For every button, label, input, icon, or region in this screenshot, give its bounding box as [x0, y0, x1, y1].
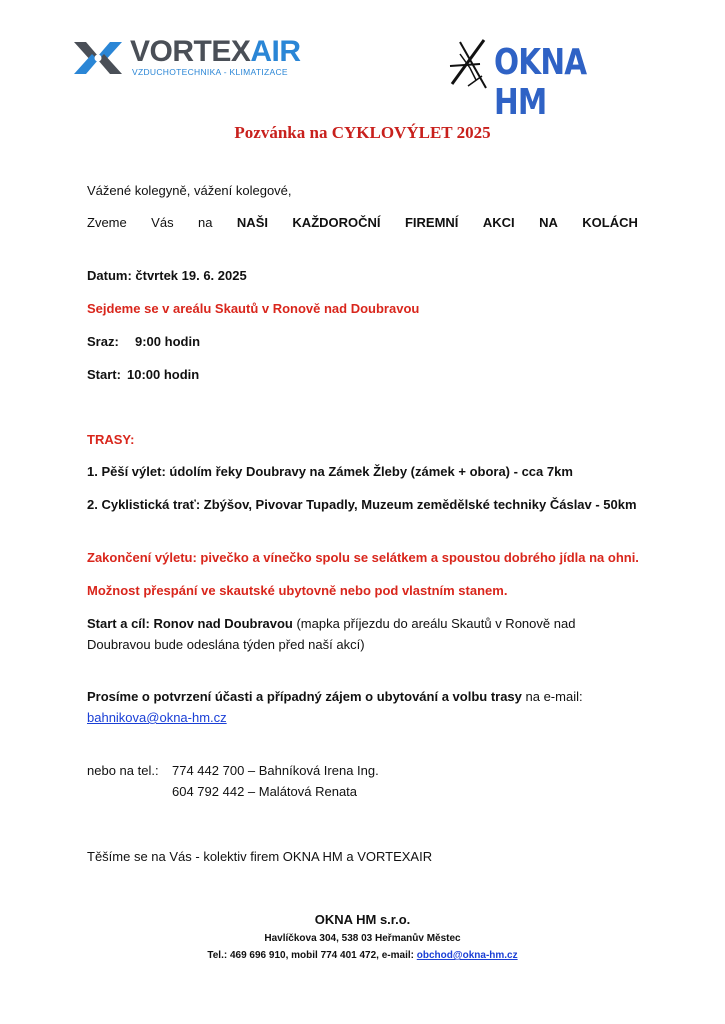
- vortexair-logo: [72, 36, 322, 82]
- start-finish-note: (mapka příjezdu do areálu Skautů v Ronově nad: [292, 616, 576, 631]
- okna-window-mark-icon: [446, 36, 492, 92]
- event-date: Datum: čtvrtek 19. 6. 2025: [87, 268, 247, 283]
- invite-word: na: [198, 215, 213, 230]
- invitation-title: Pozvánka na CYKLOVÝLET 2025: [234, 123, 491, 142]
- phone-contact-1: 774 442 700 – Bahníková Irena Ing.: [172, 763, 379, 778]
- confirm-request: Prosíme o potvrzení účasti a případný zájem o ubytování a volbu trasy: [87, 689, 522, 704]
- routes-heading: TRASY:: [87, 432, 135, 447]
- vortexair-tagline: VZDUCHOTECHNIKA - KLIMATIZACE: [132, 67, 288, 77]
- vortexair-mark-icon: [72, 38, 124, 78]
- start-time: 10:00 hodin: [127, 367, 200, 382]
- confirm-suffix: na e-mail:: [521, 689, 583, 704]
- invite-word-bold: AKCI: [482, 215, 515, 230]
- phone-contact-2: 604 792 442 – Malátová Renata: [172, 784, 358, 799]
- vortexair-wordmark: VORTEXAIR: [130, 35, 301, 68]
- invite-word: Vás: [151, 215, 174, 230]
- contact-email-link[interactable]: bahnikova@okna-hm.cz: [87, 710, 227, 725]
- invite-word-bold: KOLÁCH: [582, 215, 638, 230]
- okna-hm-wordmark: OKNA HM: [494, 42, 587, 123]
- okna-hm-logo: [446, 36, 646, 123]
- closing-line: Těšíme se na Vás - kolektiv firem OKNA HM a VORTEXAIR: [87, 849, 433, 864]
- overnight-option: Možnost přespání ve skautské ubytovně nebo pod vlastním stanem.: [87, 583, 508, 598]
- route-item: 2. Cyklistická trať: Zbýšov, Pivovar Tupadly, Muzeum zemědělské techniky Čáslav - 50km: [87, 497, 637, 512]
- footer-contacts-text: Tel.: 469 696 910, mobil 774 401 472, e-mail:: [207, 950, 417, 961]
- invite-word: Zveme: [87, 215, 127, 230]
- start-finish-line: [87, 616, 575, 632]
- invite-word-bold: NA: [539, 215, 558, 230]
- phone-label: nebo na tel.:: [87, 763, 159, 778]
- invite-word-bold: NAŠI: [236, 215, 268, 230]
- invite-line: [87, 215, 638, 231]
- trip-ending: Zakončení výletu: pivečko a vínečko spolu se selátkem a spoustou dobrého jídla na ohni.: [87, 550, 639, 565]
- sraz-time: 9:00 hodin: [135, 334, 201, 349]
- start-finish-label: Start a cíl: Ronov nad Doubravou: [87, 616, 293, 631]
- confirm-line: [87, 689, 583, 705]
- footer-contacts: [0, 950, 725, 961]
- route-item: 1. Pěší výlet: údolím řeky Doubravy na Zámek Žleby (zámek + obora) - cca 7km: [87, 464, 573, 479]
- greeting: Vážené kolegyně, vážení kolegové,: [87, 183, 292, 198]
- footer-company: OKNA HM s.r.o.: [314, 912, 411, 927]
- invite-word-bold: FIREMNÍ: [404, 215, 459, 230]
- meeting-place: Sejdeme se v areálu Skautů v Ronově nad Doubravou: [87, 301, 420, 316]
- start-finish-note-2: Doubravou bude odeslána týden před naší akcí): [87, 637, 365, 652]
- footer-email-link[interactable]: obchod@okna-hm.cz: [416, 950, 518, 961]
- invite-word-bold: KAŽDOROČNÍ: [292, 215, 381, 230]
- sraz-label: Sraz:: [87, 334, 119, 349]
- start-label: Start:: [87, 367, 121, 382]
- footer-address: Havlíčkova 304, 538 03 Heřmanův Městec: [264, 933, 461, 944]
